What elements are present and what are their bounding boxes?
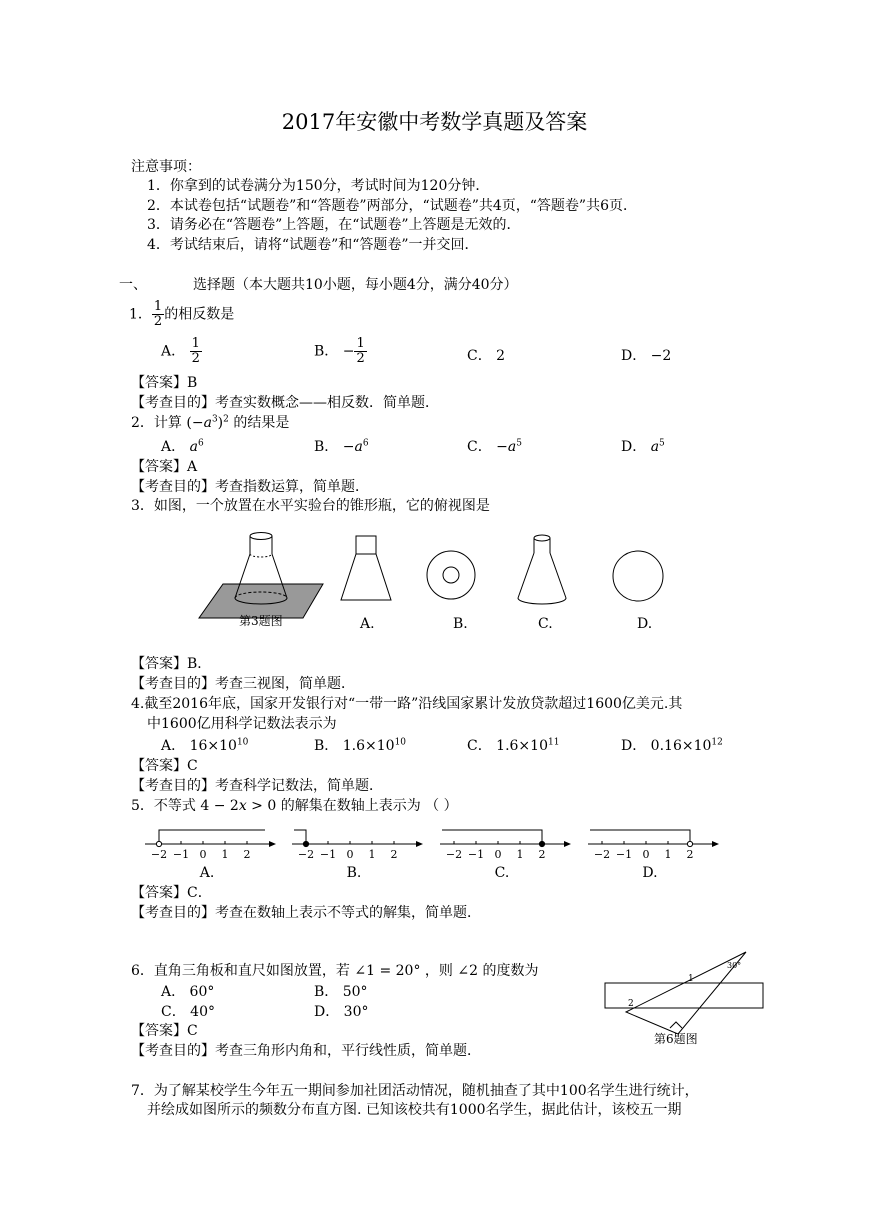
question-4-stem-line2: 中1600亿用科学记数法表示为 [147,716,337,732]
question-1-option-a: A． $\frac{1}{2}$ [161,336,200,366]
number-line [588,830,719,881]
tick-label: 1 [516,848,524,861]
tick-label: 2 [538,848,546,861]
figure-caption: 第6题图 [654,1032,698,1046]
number-line [440,830,571,881]
fraction: $\frac{1}{2}$ [153,299,163,329]
option-label: D. [642,865,658,881]
tick-label: −2 [593,848,611,861]
question-2-option-a: A． $a^6$ [161,438,204,455]
question-5-stem: 5．不等式 4 − 2x > 0 的解集在数轴上表示为 （ ） [131,798,458,814]
tick-label: 0 [494,848,502,861]
figure-caption: 第3题图 [239,614,283,628]
option-label: C. [538,616,553,632]
question-1-option-b: B． − $\frac{1}{2}$ [314,336,365,366]
question-6-figure [600,948,770,1048]
question-4-option-c: C． $1.6\times 10^{11}$ [467,737,560,754]
tick-label: −1 [615,848,633,861]
question-2-option-c: C． $-a^5$ [467,438,522,455]
angle-label: 2 [628,999,634,1009]
question-2-stem: 2．计算 $(-a^3)^2$ 的结果是 [131,414,290,431]
question-6-purpose: 【考查目的】考查三角形内角和，平行线性质，简单题． [131,1043,481,1059]
notice-heading: 注意事项： [131,159,201,175]
question-6-answer: 【答案】C [131,1023,198,1039]
page-title: 2017年安徽中考数学真题及答案 [281,110,588,134]
tick-label: 2 [243,848,251,861]
notice-item: 3．请务必在“答题卷”上答题，在“试题卷”上答题是无效的． [147,217,521,233]
tick-label: 1 [221,848,229,861]
option-a-shape [341,536,391,600]
notice-item: 2．本试卷包括“试题卷”和“答题卷”两部分，“试题卷”共4页，“答题卷”共6页． [147,198,637,214]
question-1-purpose: 【考查目的】考查实数概念——相反数．简单题． [131,395,439,411]
question-5-answer: 【答案】C． [131,885,212,901]
section-number: 一、 [119,277,147,293]
tick-label: −1 [172,848,190,861]
tick-label: 0 [346,848,354,861]
question-2-answer: 【答案】A [131,459,198,475]
question-2-option-b: B． $-a^6$ [314,438,369,455]
question-4-answer: 【答案】C [131,758,198,774]
question-6-option-b: B． 50° [314,984,368,1000]
tick-label: −2 [150,848,168,861]
notice-item: 4．考试结束后，请将“试题卷”和“答题卷”一并交回． [147,237,479,253]
question-1-answer: 【答案】B [131,375,198,391]
tick-label: 0 [199,848,207,861]
tick-label: −2 [297,848,315,861]
tick-label: 1 [368,848,376,861]
angle-label: 1 [688,974,694,984]
question-7-stem-line1: 7．为了解某校学生今年五一期间参加社团活动情况，随机抽查了其中100名学生进行统计， [131,1083,699,1099]
option-label: A. [199,865,215,881]
question-4-stem-line1: 4.截至2016年底，国家开发银行对“一带一路”沿线国家累计发放贷款超过1600亿美元.其 [131,696,683,712]
tick-label: −1 [467,848,485,861]
question-6-stem: 6．直角三角板和直尺如图放置，若 ∠1 = 20° ，则 ∠2 的度数为 [131,963,539,979]
angle-label: 30° [727,961,742,970]
question-3-answer: 【答案】B． [131,656,212,672]
question-1-option-c: C． 2 [467,348,506,364]
lab-table-icon [199,584,323,618]
question-6-option-a: A． 60° [161,984,215,1000]
question-1-option-d: D． −2 [621,348,672,364]
question-1-stem: 1． $\frac{1}{2}$ 的相反数是 [129,299,235,329]
option-b-shape [427,551,475,599]
question-6-option-d: D． 30° [314,1004,369,1020]
question-2-option-d: D． $a^5$ [621,438,665,455]
question-3-stem: 3．如图，一个放置在水平实验台的锥形瓶，它的俯视图是 [131,498,490,514]
option-label: A. [360,616,375,632]
question-7-stem-line2: 并绘成如图所示的频数分布直方图. 已知该校共有1000名学生，据此估计，该校五一期 [147,1102,682,1118]
question-3-purpose: 【考查目的】考查三视图，简单题． [131,676,355,692]
tick-label: 2 [686,848,694,861]
number-line [292,830,423,881]
option-d-shape [613,551,663,601]
question-5-purpose: 【考查目的】考查在数轴上表示不等式的解集，简单题． [131,905,481,921]
tick-label: 0 [642,848,650,861]
notice-item: 1．你拿到的试卷满分为150分，考试时间为120分钟． [147,178,490,194]
question-3-figure [195,528,675,636]
question-4-purpose: 【考查目的】考查科学记数法，简单题． [131,778,383,794]
question-4-option-d: D． $0.16\times 10^{12}$ [621,737,723,754]
option-label: B. [346,865,362,881]
number-line [145,830,276,881]
option-label: D. [637,616,653,632]
question-4-option-a: A． $16\times 10^{10}$ [161,737,249,754]
tick-label: 2 [390,848,398,861]
question-2-purpose: 【考查目的】考查指数运算，简单题． [131,479,369,495]
option-label: C. [494,865,510,881]
section-heading: 选择题（本大题共10小题，每小题4分，满分40分） [193,277,518,293]
option-c-shape [518,535,566,604]
option-label: B. [453,616,468,632]
question-6-option-c: C． 40° [161,1004,215,1020]
question-5-number-lines [140,822,720,882]
question-4-option-b: B． $1.6\times 10^{10}$ [314,737,407,754]
tick-label: −1 [319,848,337,861]
tick-label: 1 [664,848,672,861]
tick-label: −2 [445,848,463,861]
